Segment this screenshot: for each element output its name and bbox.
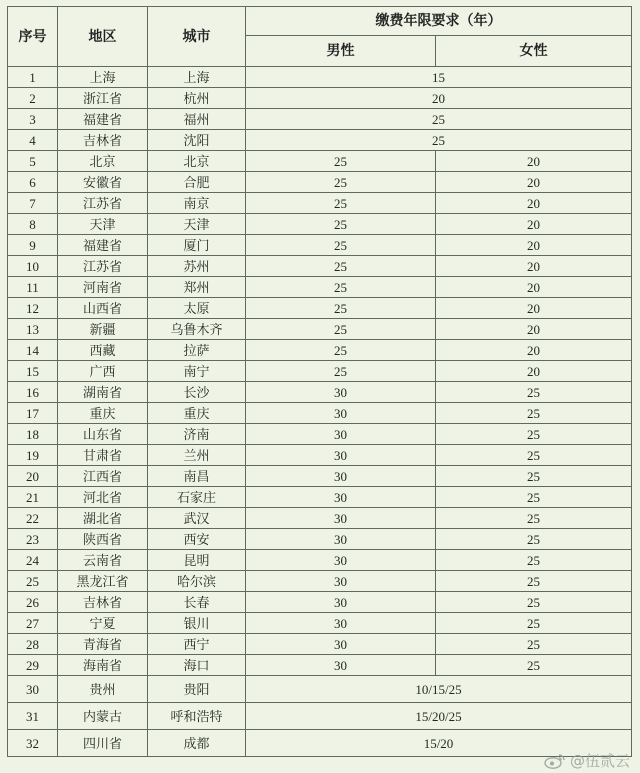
cell-years-female: 20 [436,340,632,361]
table-row [8,67,632,88]
cell-city: 天津 [148,214,246,235]
cell-years-combined: 15 [246,67,632,88]
cell-index: 18 [8,424,58,445]
cell-years-male: 25 [246,277,436,298]
cell-years-combined: 10/15/25 [246,676,632,703]
table-row [8,214,632,235]
cell-city: 武汉 [148,508,246,529]
cell-years-female: 20 [436,256,632,277]
cell-index: 11 [8,277,58,298]
table-row [8,703,632,730]
cell-years-female: 25 [436,508,632,529]
cell-years-male: 25 [246,151,436,172]
cell-region: 河南省 [58,277,148,298]
cell-years-female: 20 [436,235,632,256]
weibo-logo-icon [544,753,566,769]
cell-city: 拉萨 [148,340,246,361]
cell-city: 沈阳 [148,130,246,151]
table-row [8,655,632,676]
table-row [8,613,632,634]
table-row [8,256,632,277]
pension-requirement-table-sheet [7,6,631,764]
cell-years-female: 25 [436,550,632,571]
cell-years-female: 25 [436,529,632,550]
table-row [8,592,632,613]
header-female: 女性 [436,36,632,67]
cell-years-female: 20 [436,298,632,319]
cell-years-female: 25 [436,613,632,634]
table-row [8,319,632,340]
weibo-watermark [544,750,630,771]
cell-city: 合肥 [148,172,246,193]
cell-region: 江苏省 [58,193,148,214]
cell-years-male: 30 [246,403,436,424]
cell-years-female: 25 [436,445,632,466]
table-row [8,403,632,424]
cell-years-female: 20 [436,193,632,214]
cell-years-male: 25 [246,319,436,340]
table-row [8,277,632,298]
cell-city: 成都 [148,730,246,757]
cell-years-female: 20 [436,214,632,235]
cell-years-male: 30 [246,487,436,508]
watermark-text: @伍贰云 [569,752,630,770]
cell-region: 甘肃省 [58,445,148,466]
cell-region: 江西省 [58,466,148,487]
cell-years-male: 30 [246,382,436,403]
cell-city: 石家庄 [148,487,246,508]
cell-region: 黑龙江省 [58,571,148,592]
cell-index: 27 [8,613,58,634]
cell-index: 31 [8,703,58,730]
cell-years-male: 30 [246,655,436,676]
cell-index: 19 [8,445,58,466]
cell-years-male: 25 [246,361,436,382]
header-city: 城市 [148,7,246,67]
table-row [8,151,632,172]
cell-years-male: 25 [246,235,436,256]
cell-years-male: 25 [246,193,436,214]
cell-index: 15 [8,361,58,382]
cell-years-female: 25 [436,382,632,403]
cell-years-female: 25 [436,424,632,445]
cell-index: 6 [8,172,58,193]
cell-index: 10 [8,256,58,277]
cell-years-combined: 15/20 [246,730,632,757]
cell-region: 山西省 [58,298,148,319]
cell-index: 24 [8,550,58,571]
cell-city: 乌鲁木齐 [148,319,246,340]
cell-region: 上海 [58,67,148,88]
pension-requirement-table [7,6,632,757]
cell-region: 山东省 [58,424,148,445]
cell-city: 重庆 [148,403,246,424]
cell-years-combined: 15/20/25 [246,703,632,730]
cell-city: 南昌 [148,466,246,487]
table-row [8,424,632,445]
cell-region: 福建省 [58,235,148,256]
cell-years-male: 25 [246,214,436,235]
cell-index: 22 [8,508,58,529]
cell-region: 福建省 [58,109,148,130]
cell-city: 南宁 [148,361,246,382]
cell-city: 昆明 [148,550,246,571]
cell-years-female: 25 [436,403,632,424]
cell-region: 陕西省 [58,529,148,550]
cell-region: 内蒙古 [58,703,148,730]
cell-index: 29 [8,655,58,676]
table-body [8,67,632,757]
cell-index: 21 [8,487,58,508]
cell-index: 26 [8,592,58,613]
cell-region: 西藏 [58,340,148,361]
cell-region: 吉林省 [58,130,148,151]
table-row [8,487,632,508]
cell-city: 贵阳 [148,676,246,703]
cell-region: 重庆 [58,403,148,424]
cell-years-male: 30 [246,571,436,592]
cell-city: 银川 [148,613,246,634]
table-row [8,172,632,193]
cell-years-female: 25 [436,592,632,613]
table-row [8,550,632,571]
cell-city: 长春 [148,592,246,613]
cell-city: 苏州 [148,256,246,277]
cell-index: 1 [8,67,58,88]
cell-city: 厦门 [148,235,246,256]
cell-city: 南京 [148,193,246,214]
cell-region: 天津 [58,214,148,235]
cell-region: 贵州 [58,676,148,703]
cell-city: 郑州 [148,277,246,298]
cell-years-male: 30 [246,592,436,613]
cell-index: 4 [8,130,58,151]
table-row [8,235,632,256]
cell-index: 28 [8,634,58,655]
header-index: 序号 [8,7,58,67]
table-row [8,298,632,319]
header-region: 地区 [58,7,148,67]
cell-years-female: 20 [436,172,632,193]
table-row [8,109,632,130]
cell-city: 长沙 [148,382,246,403]
cell-index: 13 [8,319,58,340]
cell-region: 湖南省 [58,382,148,403]
cell-years-male: 30 [246,613,436,634]
table-row [8,634,632,655]
cell-region: 江苏省 [58,256,148,277]
cell-region: 青海省 [58,634,148,655]
cell-index: 7 [8,193,58,214]
table-row [8,508,632,529]
cell-index: 14 [8,340,58,361]
cell-city: 西安 [148,529,246,550]
cell-region: 河北省 [58,487,148,508]
cell-years-male: 25 [246,256,436,277]
cell-index: 3 [8,109,58,130]
cell-region: 北京 [58,151,148,172]
cell-index: 30 [8,676,58,703]
cell-index: 5 [8,151,58,172]
cell-years-female: 25 [436,655,632,676]
table-row [8,445,632,466]
cell-city: 杭州 [148,88,246,109]
cell-region: 安徽省 [58,172,148,193]
cell-city: 北京 [148,151,246,172]
cell-index: 9 [8,235,58,256]
cell-index: 23 [8,529,58,550]
cell-region: 宁夏 [58,613,148,634]
cell-years-male: 30 [246,634,436,655]
cell-index: 2 [8,88,58,109]
cell-years-male: 25 [246,340,436,361]
cell-region: 湖北省 [58,508,148,529]
cell-years-male: 30 [246,466,436,487]
table-row [8,88,632,109]
cell-region: 海南省 [58,655,148,676]
cell-region: 吉林省 [58,592,148,613]
cell-years-male: 25 [246,172,436,193]
cell-index: 17 [8,403,58,424]
cell-city: 福州 [148,109,246,130]
cell-years-combined: 20 [246,88,632,109]
cell-years-female: 25 [436,634,632,655]
table-row [8,730,632,757]
cell-years-female: 25 [436,487,632,508]
header-male: 男性 [246,36,436,67]
cell-region: 云南省 [58,550,148,571]
cell-years-combined: 25 [246,130,632,151]
cell-years-male: 30 [246,508,436,529]
cell-years-female: 25 [436,466,632,487]
table-row [8,571,632,592]
cell-city: 济南 [148,424,246,445]
cell-years-female: 25 [436,571,632,592]
table-row [8,361,632,382]
cell-city: 海口 [148,655,246,676]
table-row [8,193,632,214]
cell-city: 哈尔滨 [148,571,246,592]
cell-index: 25 [8,571,58,592]
cell-years-male: 30 [246,529,436,550]
table-row [8,382,632,403]
cell-city: 西宁 [148,634,246,655]
cell-years-male: 25 [246,298,436,319]
cell-index: 16 [8,382,58,403]
cell-region: 广西 [58,361,148,382]
header-requirement: 缴费年限要求（年） [246,7,632,36]
cell-years-female: 20 [436,361,632,382]
table-row [8,676,632,703]
cell-years-male: 30 [246,550,436,571]
cell-years-male: 30 [246,424,436,445]
cell-years-combined: 25 [246,109,632,130]
table-row [8,466,632,487]
cell-city: 兰州 [148,445,246,466]
cell-years-female: 20 [436,151,632,172]
cell-years-male: 30 [246,445,436,466]
cell-years-female: 20 [436,319,632,340]
cell-index: 32 [8,730,58,757]
cell-region: 四川省 [58,730,148,757]
cell-city: 上海 [148,67,246,88]
table-row [8,340,632,361]
cell-region: 浙江省 [58,88,148,109]
table-row [8,529,632,550]
cell-city: 太原 [148,298,246,319]
cell-index: 12 [8,298,58,319]
cell-index: 8 [8,214,58,235]
cell-years-female: 20 [436,277,632,298]
cell-region: 新疆 [58,319,148,340]
cell-city: 呼和浩特 [148,703,246,730]
cell-index: 20 [8,466,58,487]
table-row [8,130,632,151]
